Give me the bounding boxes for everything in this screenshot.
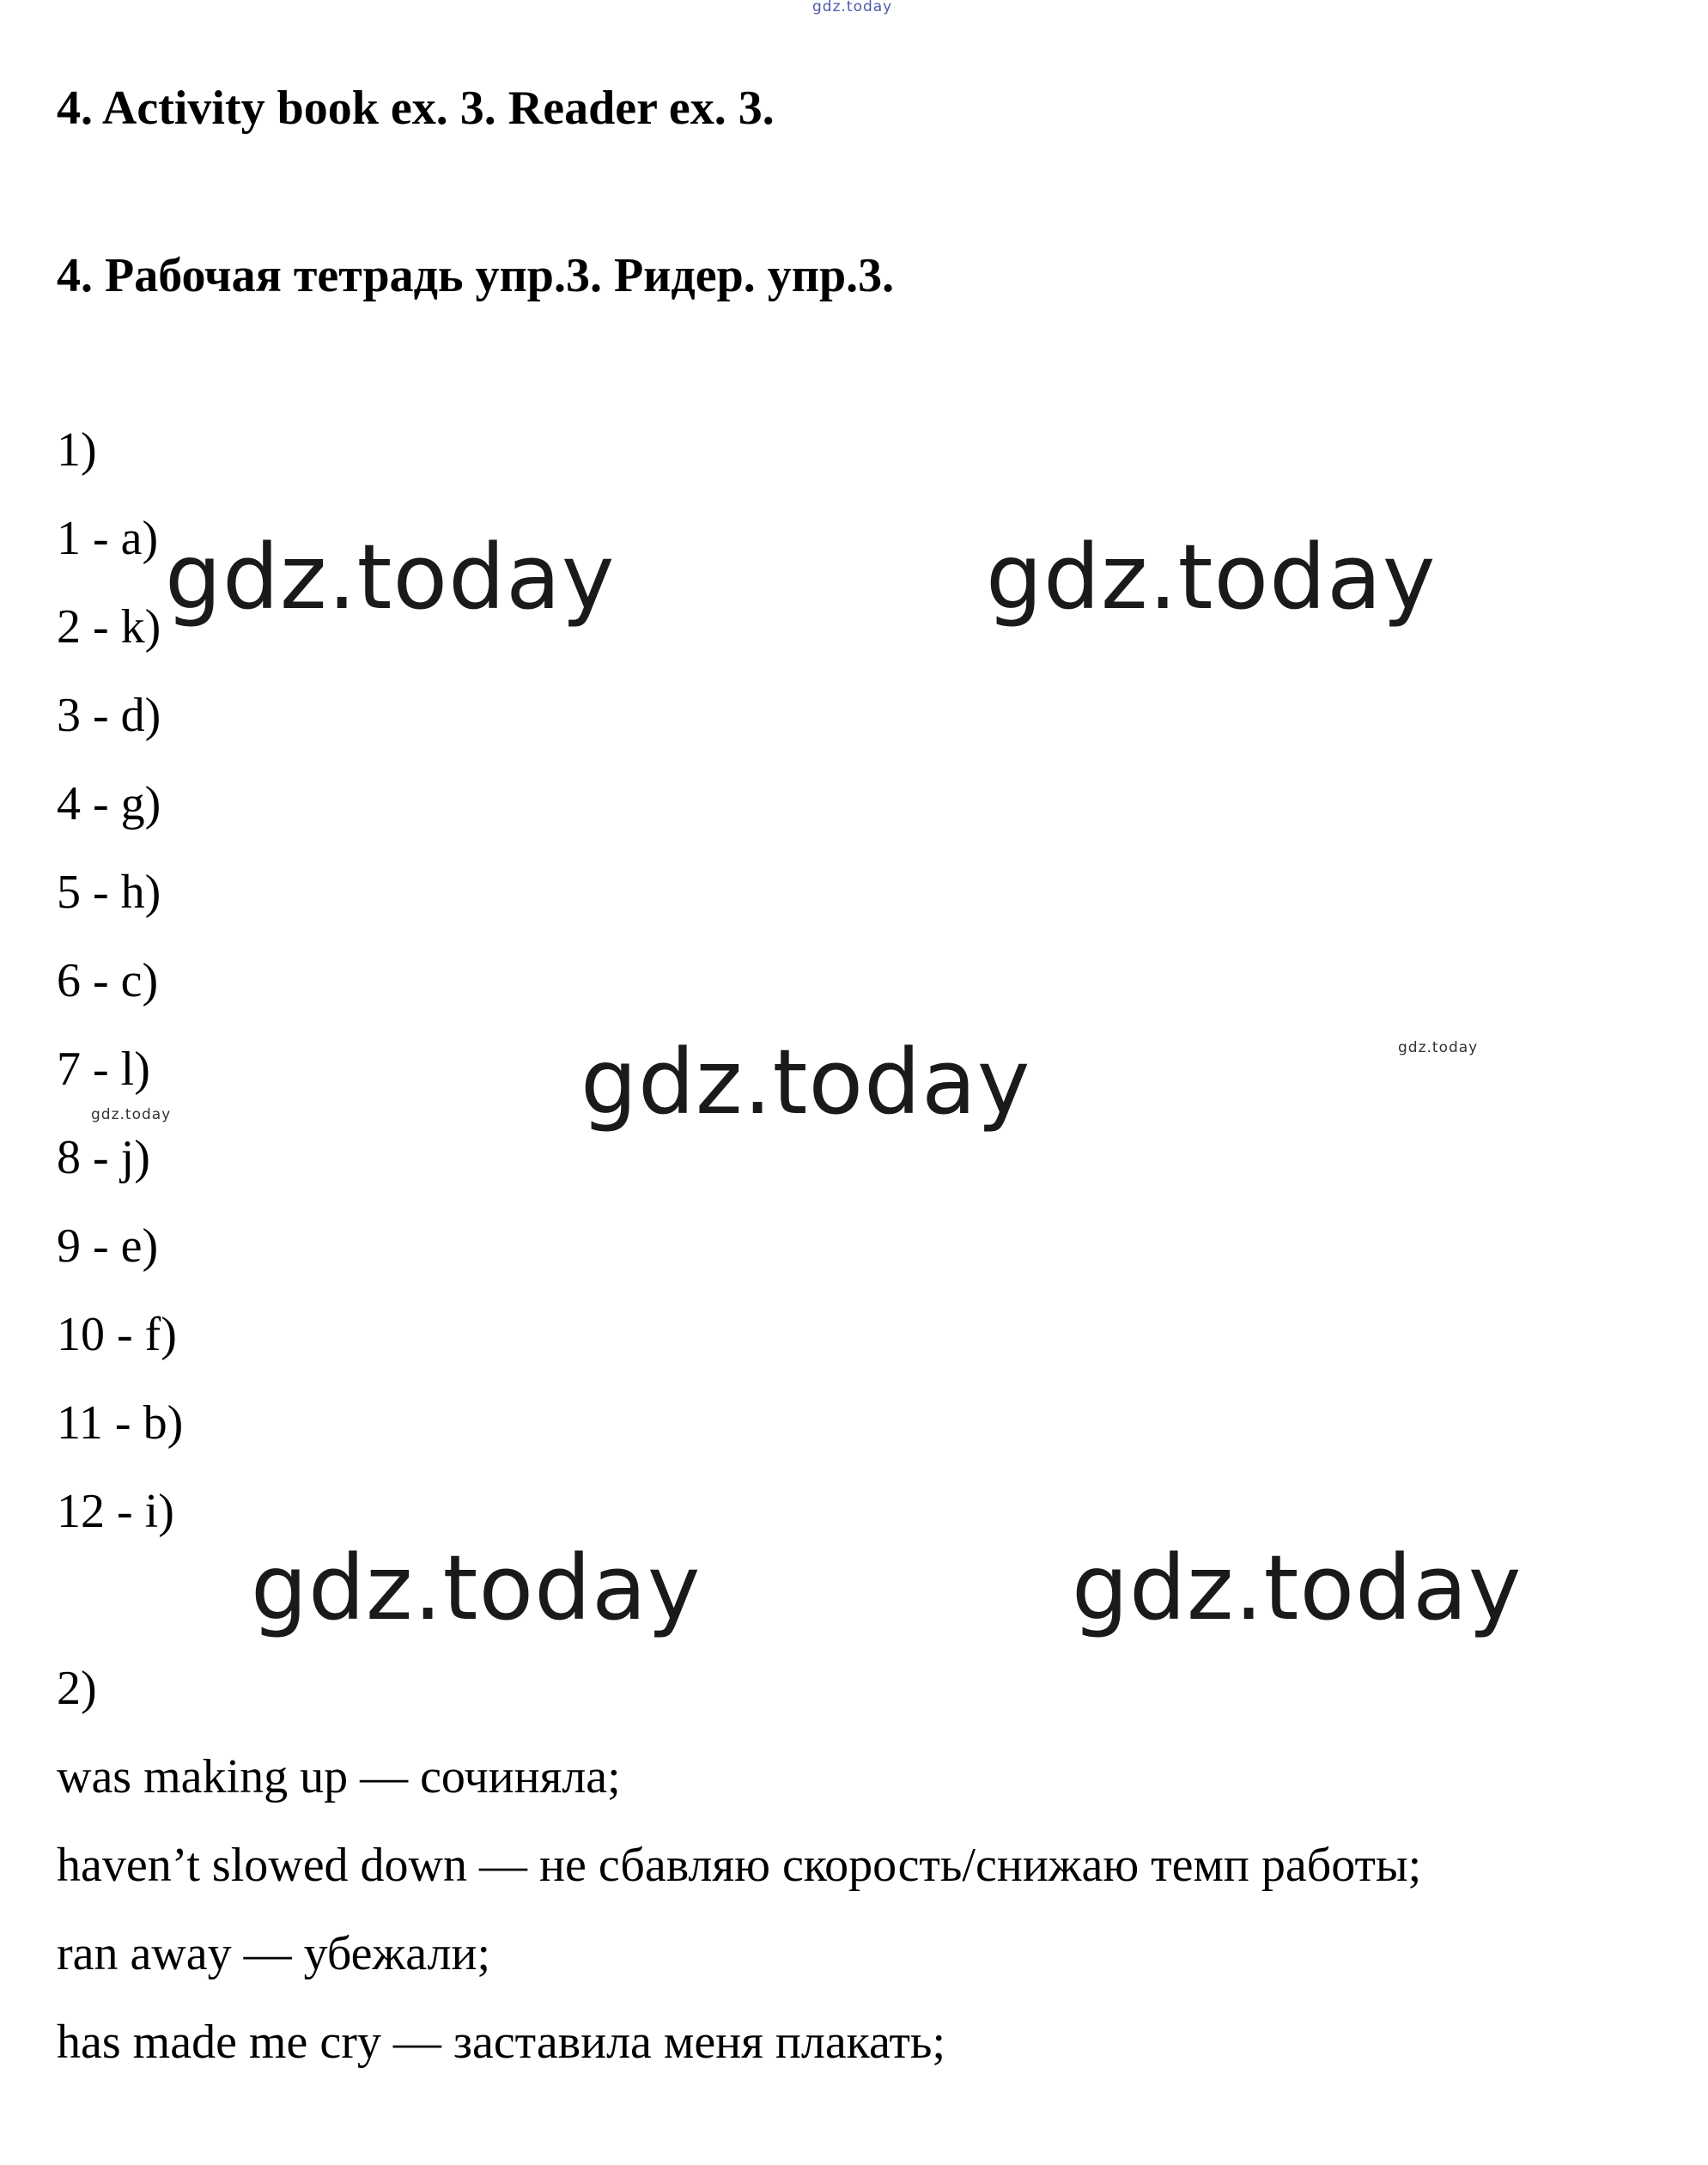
answer-item: 8 - j) — [57, 1131, 150, 1184]
phrase-item: ran away — убежали; — [57, 1927, 491, 1980]
watermark: gdz.today — [580, 1030, 1031, 1134]
phrase-item: haven’t slowed down — не сбавляю скорость/снижаю темп работы; — [57, 1839, 1422, 1892]
answer-item: 11 - b) — [57, 1396, 184, 1450]
phrase-item: was making up — сочиняла; — [57, 1750, 621, 1803]
section-2-label: 2) — [57, 1662, 97, 1715]
section-1-label: 1) — [57, 423, 97, 477]
watermark: gdz.today — [251, 1536, 702, 1640]
answer-item: 7 - l) — [57, 1043, 150, 1096]
answer-item: 6 - c) — [57, 954, 159, 1007]
answer-item: 10 - f) — [57, 1308, 177, 1361]
answer-item: 1 - a) — [57, 512, 159, 565]
watermark: gdz.today — [1072, 1536, 1523, 1640]
heading-russian: 4. Рабочая тетрадь упр.3. Ридер. упр.3. — [57, 249, 895, 302]
answer-item: 5 - h) — [57, 866, 161, 919]
answer-item: 9 - e) — [57, 1219, 159, 1273]
answer-item: 3 - d) — [57, 689, 161, 742]
heading-english: 4. Activity book ex. 3. Reader ex. 3. — [57, 82, 775, 135]
answer-item: 12 - i) — [57, 1485, 174, 1538]
watermark-top: gdz.today — [812, 0, 893, 15]
watermark-small: gdz.today — [91, 1106, 172, 1123]
phrase-item: has made me cry — заставила меня плакать; — [57, 2016, 946, 2069]
watermark: gdz.today — [165, 525, 616, 629]
watermark-small: gdz.today — [1398, 1039, 1479, 1056]
answer-item: 2 - k) — [57, 600, 161, 654]
answer-item: 4 - g) — [57, 777, 161, 830]
watermark: gdz.today — [986, 525, 1437, 629]
